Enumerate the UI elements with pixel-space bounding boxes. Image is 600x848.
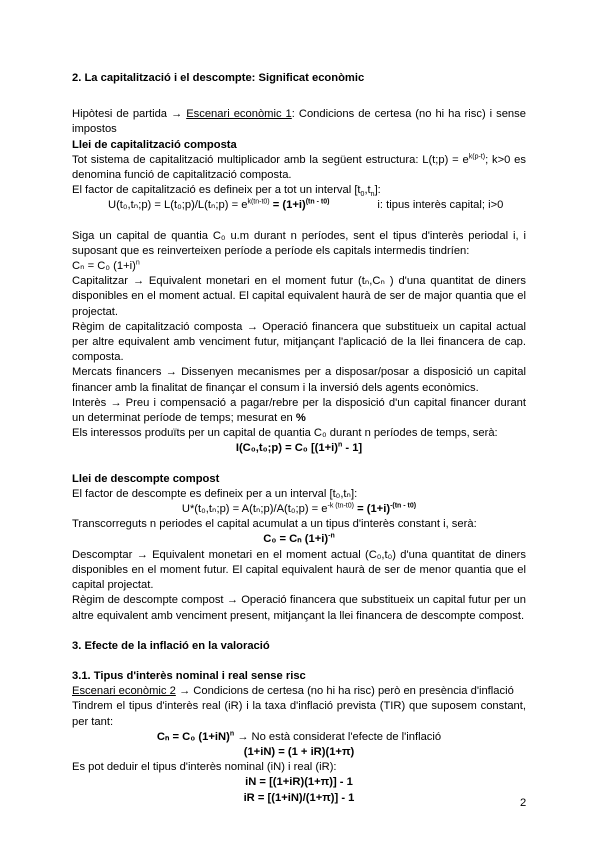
real-interest-paragraph: Tindrem el tipus d'interès real (iR) i la taxa d'inflació prevista (TIR) que suposem constant, per tant: (72, 700, 526, 728)
deduce-paragraph: Es pot deduir el tipus d'interès nominal (iN) i real (iR): (72, 761, 337, 774)
c0-formula: C₀ = Cₙ $(1+i)^{-n}$ (263, 532, 335, 546)
nominal-rate-formula: iN = [(1+iR)(1+π)] - 1 (245, 776, 353, 789)
scenario-2-paragraph: Escenari econòmic 2 → Condicions de certesa (no hi ha risc) però en presència d'inflació (72, 685, 514, 698)
capitalization-factor-intro: El factor de capitalització es defineix per a tot un interval $[t_0,t_n]$: (72, 184, 381, 199)
scenario-2-label: Escenari econòmic 2 (72, 685, 176, 698)
interest-formula: I(C₀,t₀;p) = C₀ $[(1+i)^n - 1]$ (235, 441, 363, 455)
content-column (72, 71, 526, 806)
fisher-equation: (1+iN) = (1 + iR)(1+π) (243, 745, 355, 758)
descomptar-definition: Descomptar → Equivalent monetari en el moment actual (C₀,t₀) d'una quantitat de diners disponibles en el moment futur. El capital equivalent haurà de ser de menor quantia que el capital projectat. (72, 548, 526, 592)
scenario-1-label: Escenari econòmic 1 (186, 108, 292, 121)
real-rate-formula: iR = [(1+iN)/(1+π)] - 1 (243, 791, 355, 804)
interest-rate-note: i: tipus interès capital; i>0 (377, 199, 504, 212)
cn-formula: Cₙ = C₀ $(1+i)^n$ (72, 259, 140, 273)
discount-factor-intro: El factor de descompte es defineix per a un interval [t₀,tₙ]: (72, 487, 358, 500)
mercats-financers-definition: Mercats financers → Dissenyen mecanismes per a disposar/posar a disposició un capital financer amb la finalitat de finançar el consum i la inversió dels agents econòmics. (72, 366, 526, 394)
accumulated-capital-paragraph: Transcorreguts n periodes el capital acumulat a un tipus d'interès constant i, serà: (72, 518, 477, 531)
capitalization-factor-formula: U(t₀,tₙ;p) = L(t₀;p)/L(tₙ;p) = $e^{k(tn-t0)} = (1+i)^{(tn - t0)}$ i: tipus interès capital; i>0 (108, 198, 504, 212)
section-3-1-title: 3.1. Tipus d'interès nominal i real sense risc (72, 669, 306, 682)
nominal-cn-formula: Cₙ = C₀ $(1+iN)^n \to No$ està considerat l'efecte de l'inflació (156, 729, 442, 743)
hypothesis-paragraph: Hipòtesi de partida → Escenari econòmic 1: Condicions de certesa (no hi ha risc) i sense impostos (72, 108, 526, 136)
capitalization-definition: Tot sistema de capitalització multiplicador amb la següent estructura: L(t;p) = $e^{k(p-t)}$; k>0 es denomina funció de capitalització composta. (72, 153, 526, 182)
regim-descompte-definition: Règim de descompte compost → Operació financera que substitueix un capital futur per un altre equivalent amb venciment present, mitjançant la llei financera de descompte compost. (72, 594, 526, 622)
capital-paragraph: Siga un capital de quantia C₀ u.m durant n períodes, sent el tipus d'interès periodal i, i suposant que es reinverteixen període a període els capitals intermedis tindríen: (72, 229, 526, 257)
page-number: 2 (520, 797, 527, 809)
discount-factor-formula: U*(t₀,tₙ;p) = A(tₙ;p)/A(t₀;p) = $e^{-k (tn-t0)} = (1+i)^{-(tn - t0)}$ (181, 502, 417, 516)
discount-law-title: Llei de descompte compost (72, 472, 220, 485)
capitalitzar-definition: Capitalitzar → Equivalent monetari en el moment futur (tₙ,Cₙ ) d'una quantitat de diners disponibles en el moment actual. El capital equivalent haurà de ser de major quantia que el projectat. (72, 275, 526, 318)
interes-definition: Interès → Preu i compensació a pagar/rebre per la disposició d'un capital financer durant un determinat període de temps; mesurat en % (72, 396, 526, 425)
regim-capitalitzacio-definition: Règim de capitalització composta → Operació financera que substitueix un capital actual per altre equivalent amb venciment futur, mitjançant l'aplicació de la llei financera de cap. composta. (72, 320, 526, 364)
section-2-title: 2. La capitalització i el descompte: Significat econòmic (72, 72, 365, 84)
capitalization-law-title: Llei de capitalització composta (72, 138, 237, 151)
interessos-paragraph: Els interessos produïts per un capital de quantia C₀ durant n períodes de temps, serà: (72, 427, 498, 440)
section-3-title: 3. Efecte de la inflació en la valoració (72, 639, 270, 652)
